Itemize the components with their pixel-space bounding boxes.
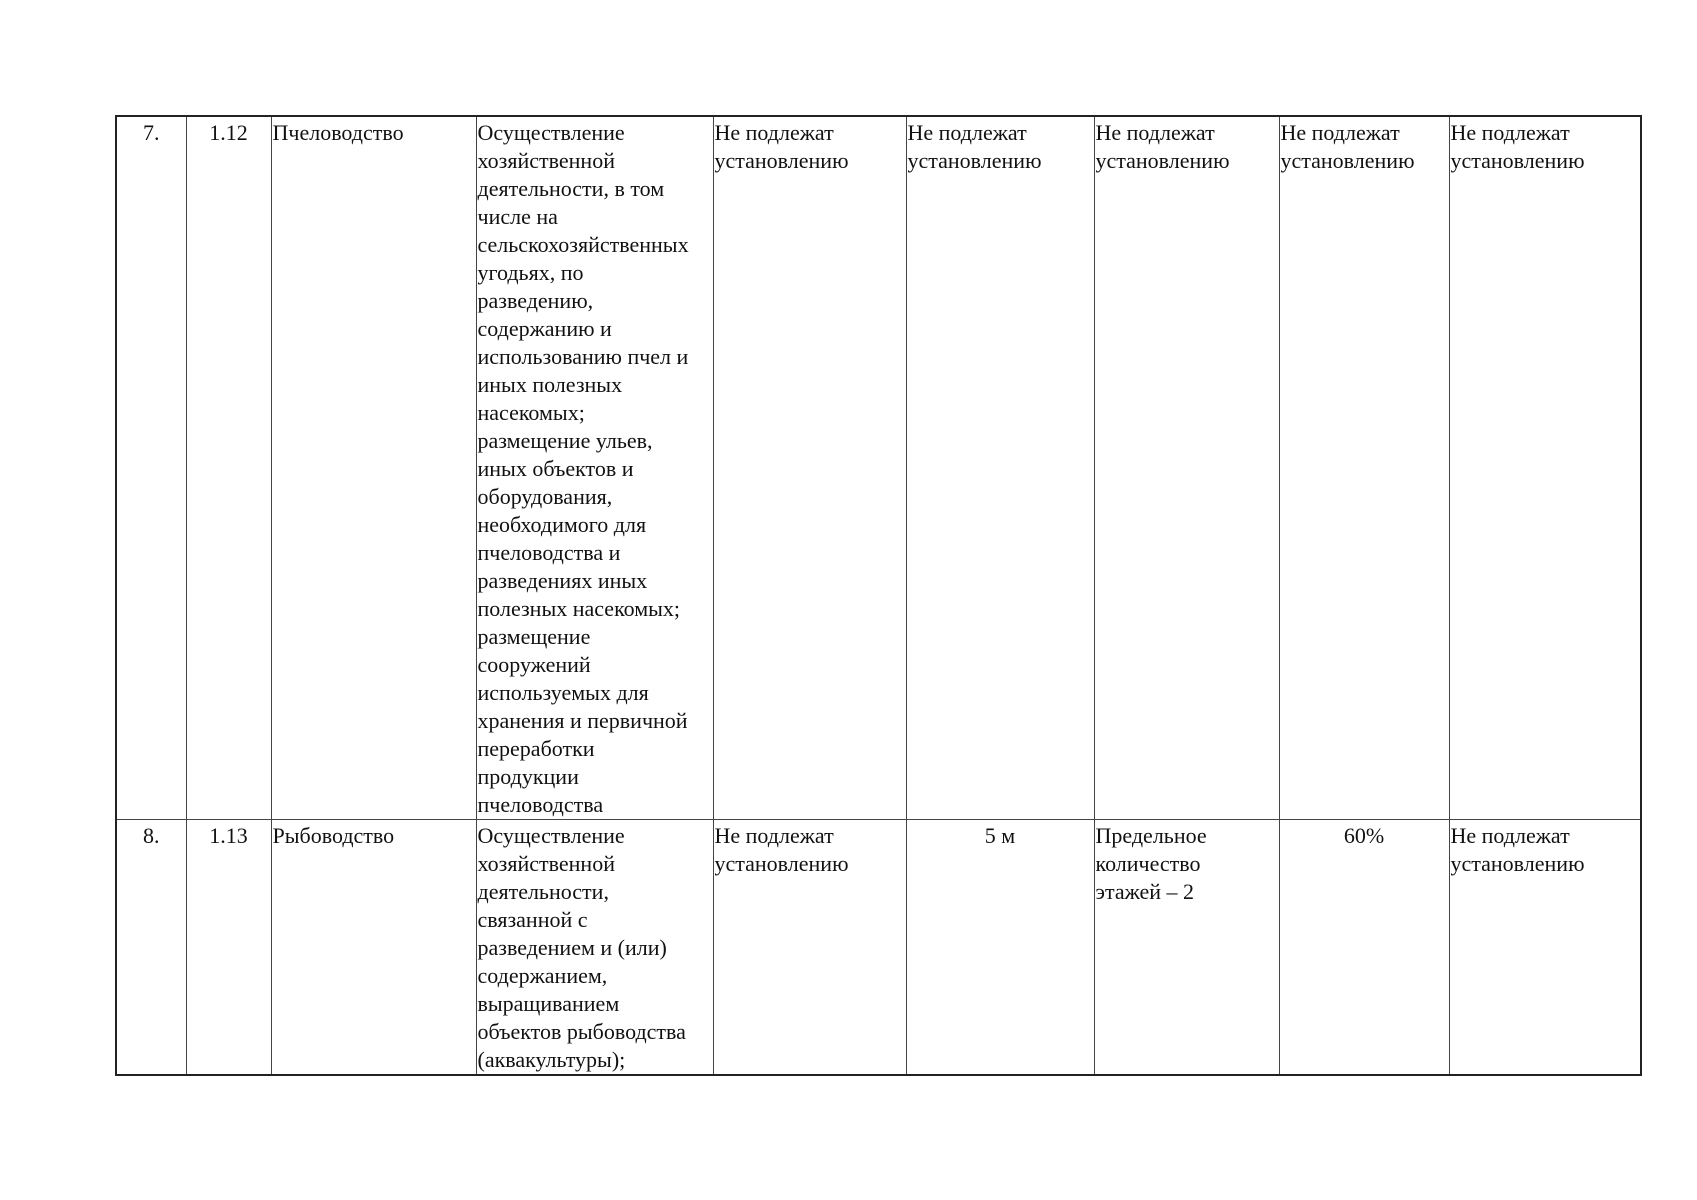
- table-row: [116, 820, 1641, 1076]
- table-row: [116, 116, 1641, 820]
- use-name: Рыбоводство: [271, 820, 476, 1076]
- param-cell-2: 5 м: [906, 820, 1094, 1076]
- row-number: 7.: [116, 116, 186, 820]
- param-cell-4: Не подлежат установлению: [1279, 116, 1449, 820]
- param-cell-1: Не подлежат установлению: [713, 820, 906, 1076]
- param-cell-5: Не подлежат установлению: [1449, 116, 1641, 820]
- permitted-use-table: [115, 115, 1642, 1076]
- param-cell-5: Не подлежат установлению: [1449, 820, 1641, 1076]
- use-description: Осуществление хозяйственной деятельности, связанной с разведением и (или) содержанием, выращиванием объектов рыбоводства (аквакультуры);: [476, 820, 713, 1076]
- param-cell-3: Не подлежат установлению: [1094, 116, 1279, 820]
- use-code: 1.13: [186, 820, 271, 1076]
- use-name: Пчеловодство: [271, 116, 476, 820]
- param-cell-4: 60%: [1279, 820, 1449, 1076]
- param-cell-2: Не подлежат установлению: [906, 116, 1094, 820]
- row-number: 8.: [116, 820, 186, 1076]
- use-code: 1.12: [186, 116, 271, 820]
- param-cell-1: Не подлежат установлению: [713, 116, 906, 820]
- use-description: Осуществление хозяйственной деятельности, в том числе на сельскохозяйственных угодьях, по разведению, содержанию и использованию пчел и иных полезных насекомых; размещение ульев, иных объектов и оборудования, необходимого для пчеловодства и разведениях иных полезных насекомых; размещение сооружений используемых для хранения и первичной переработки продукции пчеловодства: [476, 116, 713, 820]
- param-cell-3: Предельное количество этажей – 2: [1094, 820, 1279, 1076]
